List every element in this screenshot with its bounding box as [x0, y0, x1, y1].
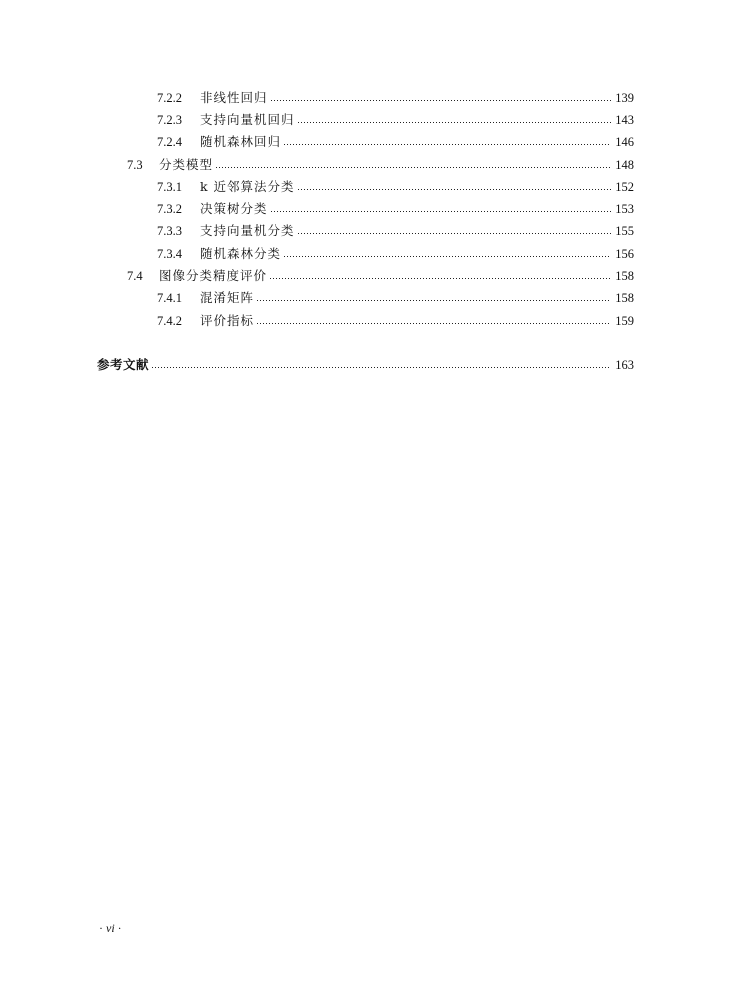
page-number: vi — [106, 921, 115, 935]
toc-entry-page: 143 — [615, 113, 634, 127]
toc-entry-number: 7.4.2 — [157, 314, 182, 328]
toc-entry-number: 7.4.1 — [157, 291, 182, 305]
dot-leader — [283, 132, 611, 152]
toc-entry-number: 7.3.2 — [157, 202, 182, 216]
toc-entry-7-2-2[interactable] — [157, 88, 634, 108]
toc-entry-number: 7.2.2 — [157, 91, 182, 105]
folio-right-dot: · — [114, 921, 122, 935]
toc-entry-7-3-2[interactable] — [157, 199, 634, 219]
toc-entry-number: 7.3.3 — [157, 224, 182, 238]
toc-entry-page: 156 — [615, 247, 634, 261]
toc-entry-number: 7.3.1 — [157, 180, 182, 194]
toc-entry-references[interactable] — [97, 355, 634, 375]
dot-leader — [270, 199, 611, 219]
toc-entry-number: 7.2.3 — [157, 113, 182, 127]
dot-leader — [270, 88, 611, 108]
toc-entry-title: 随机森林分类 — [200, 246, 282, 261]
dot-leader — [283, 244, 611, 264]
toc-entry-title: 支持向量机回归 — [200, 112, 295, 127]
toc-entry-7-2-3[interactable] — [157, 110, 634, 130]
toc-entry-7-4-1[interactable] — [157, 288, 634, 308]
toc-entry-page: 155 — [615, 224, 634, 238]
toc-entry-page: 153 — [615, 202, 634, 216]
dot-leader — [297, 110, 611, 130]
folio-left-dot: · — [99, 921, 106, 935]
toc-entry-title: 分类模型 — [159, 157, 214, 172]
toc-entry-7-3-3[interactable] — [157, 221, 634, 241]
toc-entry-title: k 近邻算法分类 — [200, 179, 295, 194]
toc-entry-page: 158 — [615, 269, 634, 283]
toc-entry-7-2-4[interactable] — [157, 132, 634, 152]
toc-entry-page: 152 — [615, 180, 634, 194]
toc-entry-title: 支持向量机分类 — [200, 223, 295, 238]
dot-leader — [297, 177, 611, 197]
toc-entry-title: 非线性回归 — [200, 90, 268, 105]
toc-entry-title: 随机森林回归 — [200, 134, 282, 149]
toc-entry-7-3-4[interactable] — [157, 244, 634, 264]
toc-entry-title: 图像分类精度评价 — [159, 268, 268, 283]
toc-entry-page: 158 — [615, 291, 634, 305]
toc-entry-number: 7.3 — [127, 158, 143, 172]
toc-entry-number: 7.3.4 — [157, 247, 182, 261]
toc-entry-7-4[interactable] — [127, 266, 634, 286]
toc-entry-page: 148 — [615, 158, 634, 172]
toc-entry-page: 159 — [615, 314, 634, 328]
toc-entry-title: 评价指标 — [200, 313, 255, 328]
dot-leader — [215, 155, 611, 175]
dot-leader — [151, 355, 611, 375]
toc-entry-page: 163 — [615, 358, 634, 372]
toc-entry-title: 混淆矩阵 — [200, 290, 255, 305]
toc-entry-number: 7.4 — [127, 269, 143, 283]
dot-leader — [256, 311, 611, 331]
toc-entry-7-4-2[interactable] — [157, 311, 634, 331]
toc-entry-7-3[interactable] — [127, 155, 634, 175]
dot-leader — [297, 221, 611, 241]
toc-entry-page: 146 — [615, 135, 634, 149]
toc-entry-number: 7.2.4 — [157, 135, 182, 149]
toc-entry-page: 139 — [615, 91, 634, 105]
page-number-footer — [99, 921, 122, 936]
toc-entry-title: 决策树分类 — [200, 201, 268, 216]
dot-leader — [269, 266, 611, 286]
toc-entry-title: 参考文献 — [97, 357, 150, 372]
dot-leader — [256, 288, 611, 308]
toc-entry-7-3-1[interactable] — [157, 177, 634, 197]
